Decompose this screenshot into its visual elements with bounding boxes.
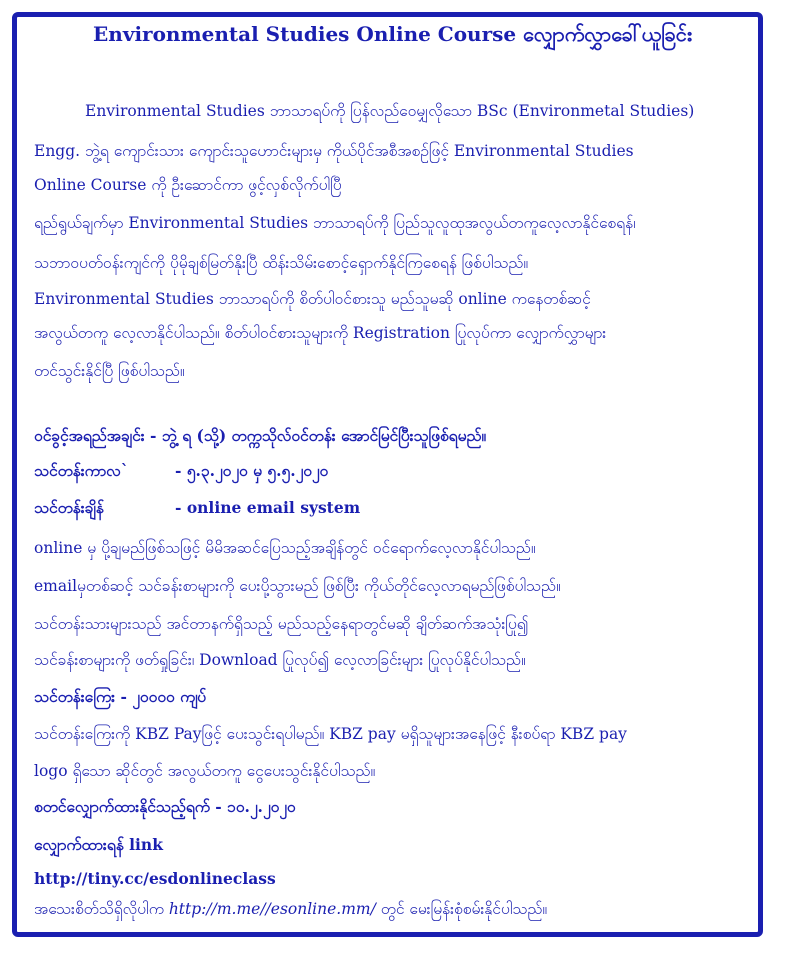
contact-line bbox=[34, 898, 547, 920]
details-line-1: online မှ ပို့ချမည်ဖြစ်သဖြင့် မိမိအဆင်ပြေသည့်အချိန်တွင် ဝင်ရောက်လေ့လာနိုင်ပါသည်။ bbox=[34, 539, 536, 557]
page-title: Environmental Studies Online Course လျှောက်လွှာခေါ်ယူခြင်း bbox=[93, 22, 692, 46]
payment-line-2: logo ရှိသော ဆိုင်တွင် အလွယ်တကူ ငွေပေးသွင်းနိုင်ပါသည်။ bbox=[34, 762, 376, 780]
intro-line-3: Online Course ကို ဦးဆောင်ကာ ဖွင့်လှစ်လိုက်ပါပြီ bbox=[34, 176, 342, 194]
contact-prefix: အသေးစိတ်သိရှိလိုပါက bbox=[34, 900, 164, 918]
start-date: စတင်လျှောက်ထားနိုင်သည့်ရက် - ၁၀.၂.၂၀၂၀ bbox=[34, 797, 296, 816]
details-line-2: emailမှတစ်ဆင့် သင်ခန်းစာများကို ပေးပို့သွားမည် ဖြစ်ပြီး ကိုယ်တိုင်လေ့လာရမည်ဖြစ်ပါသည်။ bbox=[34, 577, 561, 595]
contact-link[interactable]: http://m.me//esonline.mm/ bbox=[168, 900, 376, 918]
intro-line-1: Environmental Studies ဘာသာရပ်ကို ပြန်လည်ဝေမျှလိုသော BSc (Environmetal Studies) bbox=[85, 102, 695, 120]
course-time-value: - online email system bbox=[175, 498, 361, 517]
course-time-label: သင်တန်းချိန် bbox=[34, 498, 104, 517]
payment-line-1: သင်တန်းကြေးကို KBZ Payဖြင့် ပေးသွင်းရပါမည်။ KBZ pay မရှိသူများအနေဖြင့် နီးစပ်ရာ KBZ pay bbox=[34, 725, 627, 743]
intro-line-7: အလွယ်တကူ လေ့လာနိုင်ပါသည်။ စိတ်ပါဝင်စားသူများကို Registration ပြုလုပ်ကာ လျှောက်လွှာများ bbox=[34, 324, 607, 342]
course-period-label: သင်တန်းကာလ` bbox=[34, 461, 129, 480]
contact-suffix: တွင် မေးမြန်းစုံစမ်းနိုင်ပါသည်။ bbox=[380, 900, 548, 918]
course-period-value: - ၅.၃.၂၀၂၀ မှ ၅.၅.၂၀၂၀ bbox=[175, 461, 329, 480]
apply-link[interactable]: http://tiny.cc/esdonlineclass bbox=[34, 869, 276, 888]
intro-line-8: တင်သွင်းနိုင်ပြီ ဖြစ်ပါသည်။ bbox=[34, 362, 185, 380]
intro-line-4: ရည်ရွယ်ချက်မှာ Environmental Studies ဘာသာရပ်ကို ပြည်သူလူထုအလွယ်တကူလေ့လာနိုင်စေရန်၊ bbox=[34, 214, 636, 232]
intro-line-6: Environmental Studies ဘာသာရပ်ကို စိတ်ပါဝင်စားသူ မည်သူမဆို online ကနေတစ်ဆင့် bbox=[34, 290, 591, 308]
details-line-4: သင်ခန်းစာများကို ဖတ်ရှုခြင်း၊ Download ပြုလုပ်၍ လေ့လာခြင်းများ ပြုလုပ်နိုင်ပါသည်။ bbox=[34, 651, 526, 669]
course-fee: သင်တန်းကြေး - ၂၀၀၀၀ ကျပ် bbox=[34, 687, 207, 706]
qualification: ဝင်ခွင့်အရည်အချင်း - ဘွဲ့ ရ (သို့) တက္ကသိုလ်ဝင်တန်း အောင်မြင်ပြီးသူဖြစ်ရမည်။ bbox=[34, 426, 487, 445]
intro-line-5: သဘာဝပတ်ဝန်းကျင်ကို ပိုမိုချစ်မြတ်နိုးပြီ ထိန်းသိမ်းစောင့်ရှောက်နိုင်ကြစေရန် ဖြစ်ပါသည်။ bbox=[34, 254, 529, 272]
apply-link-label: လျှောက်ထားရန် link bbox=[34, 835, 163, 854]
details-line-3: သင်တန်းသားများသည် အင်တာနက်ရှိသည့် မည်သည့်နေရာတွင်မဆို ချိတ်ဆက်အသုံးပြု၍ bbox=[34, 615, 529, 633]
intro-line-2: Engg. ဘွဲ့ရ ကျောင်းသား ကျောင်းသူဟောင်းများမှ ကိုယ်ပိုင်အစီအစဉ်ဖြင့် Environmental Studies bbox=[34, 142, 634, 160]
